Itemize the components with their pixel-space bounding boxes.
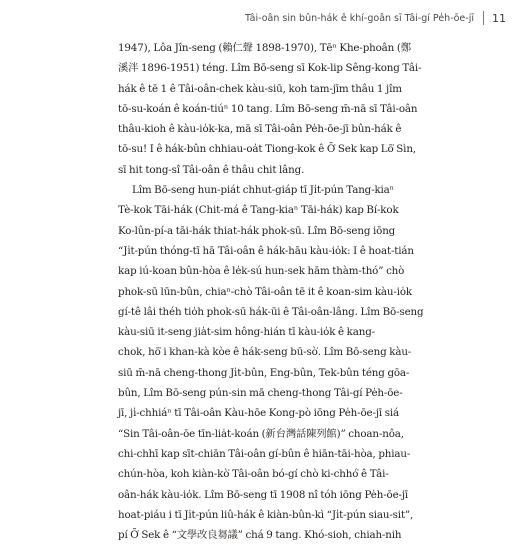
text-line: gí-tê lâi théh tio̍h phok-sū hák-ūi ê Tâi-oân-lâng. Lîm Bō-seng xyxy=(118,305,424,318)
text-line: hoat-piáu i tī Ji̍t-pún liû-hák ê kiàn-bûn-kì “Ji̍t-pún siau-sit”, xyxy=(118,508,414,521)
text-line: sī hit tong-sî Tâi-oân ê thâu chit lâng. xyxy=(118,163,305,176)
text-line: Tè-kok Tāi-hák (Chit-má ê Tang-kiaⁿ Tāi-hák) kap Bí-kok xyxy=(118,204,399,217)
text-line: chi-chhī kap sīt-chiān Tâi-oân gí-bûn ê hiān-tāi-hòa, phiau- xyxy=(118,447,411,460)
text-line: “Sin Tâi-oân-ōe tīn-lia̍t-koán (新台灣話陳列館)” choan-nôa, xyxy=(118,427,404,440)
body-text xyxy=(118,38,434,545)
text-line: phok-sū lūn-bûn, chiaⁿ-chò Tâi-oân tē it ê koan-sim kàu-io̍k xyxy=(118,285,412,298)
text-line: siū m̄-nā cheng-thong Ji̍t-bûn, Eng-bûn, Tek-bûn téng gōa- xyxy=(118,366,410,379)
running-head-title: Tâi-oân sin bûn-hák ê khí-goân sī Tâi-gí Pe̍h-ōe-jī xyxy=(244,12,474,24)
text-line: 1947), Lôa Jîn-seng (賴仁聲 1898-1970), Tēⁿ Khe-phoân (鄭 xyxy=(118,42,411,54)
text-line: pí Ō͘ Sek ê “文學改良芻議” chá 9 tang. Khó-sioh, chiah-nih xyxy=(118,529,402,542)
text-line: oân-hák kàu-io̍k. Lîm Bō-seng tī 1908 nî tóh iōng Pe̍h-ōe-jī xyxy=(118,488,409,501)
text-line: jī, ji̍-chhiáⁿ tī Tâi-oân Kàu-hōe Kong-pò iōng Pe̍h-ōe-jī siá xyxy=(118,407,399,420)
page-number: 11 xyxy=(492,11,506,25)
text-line: chok, hō͘ i khan-kà kòe ê hák-seng bū-sò͘. Lîm Bō-seng kàu- xyxy=(118,346,412,359)
text-line: thâu-kioh ê kàu-io̍k-ka, mā sī Tâi-oân Pe̍h-ōe-jī bûn-hák ê xyxy=(118,123,402,136)
text-line: Ko-lûn-pí-a tāi-hák thiat-hák phok-sū. Lîm Bō-seng iōng xyxy=(118,224,396,237)
paragraph-start-line: Lîm Bō-seng hun-piát chhut-giáp tī Ji̍t-pún Tang-kiaⁿ xyxy=(132,184,394,197)
text-line: tō-su! I ê hák-bûn chhiau-oa̍t Tiong-kok ê Ō͘ Sek kap Lō͘ Sìn, xyxy=(118,143,416,156)
text-line: kàu-siū it-seng jia̍t-sim hông-hián tī kàu-io̍k ê kang- xyxy=(118,326,376,339)
text-line: 溪泮 1896-1951) téng. Lîm Bō-seng sī Kok-lip Sêng-kong Tâi- xyxy=(118,62,422,75)
text-line: bûn, Lîm Bō-seng pún-sin mā cheng-thong Tâi-gí Pe̍h-ōe- xyxy=(118,387,403,400)
text-line: “Ji̍t-pún thóng-tī hā Tâi-oân ê hák-hāu kàu-io̍k: I ê hoat-tián xyxy=(118,244,414,257)
text-line: tō-su-koán ê koán-tiúⁿ 10 tang. Lîm Bō-seng m̄-nā sī Tâi-oân xyxy=(118,102,418,115)
text-line: hák ê tē 1 ê Tâi-oân-chek kàu-siū, koh tam-jīm thâu 1 jîm xyxy=(118,82,402,95)
text-line: chún-hòa, koh kiàn-kò͘ Tâi-oân bó-gí chò ki-chhó͘ ê Tâi- xyxy=(118,468,389,481)
running-head xyxy=(245,4,506,32)
running-head-divider xyxy=(483,11,484,25)
text-line: kap iú-koan bûn-hòa ê le̍k-sú hun-sek hām thàm-thó” chò xyxy=(118,265,405,278)
